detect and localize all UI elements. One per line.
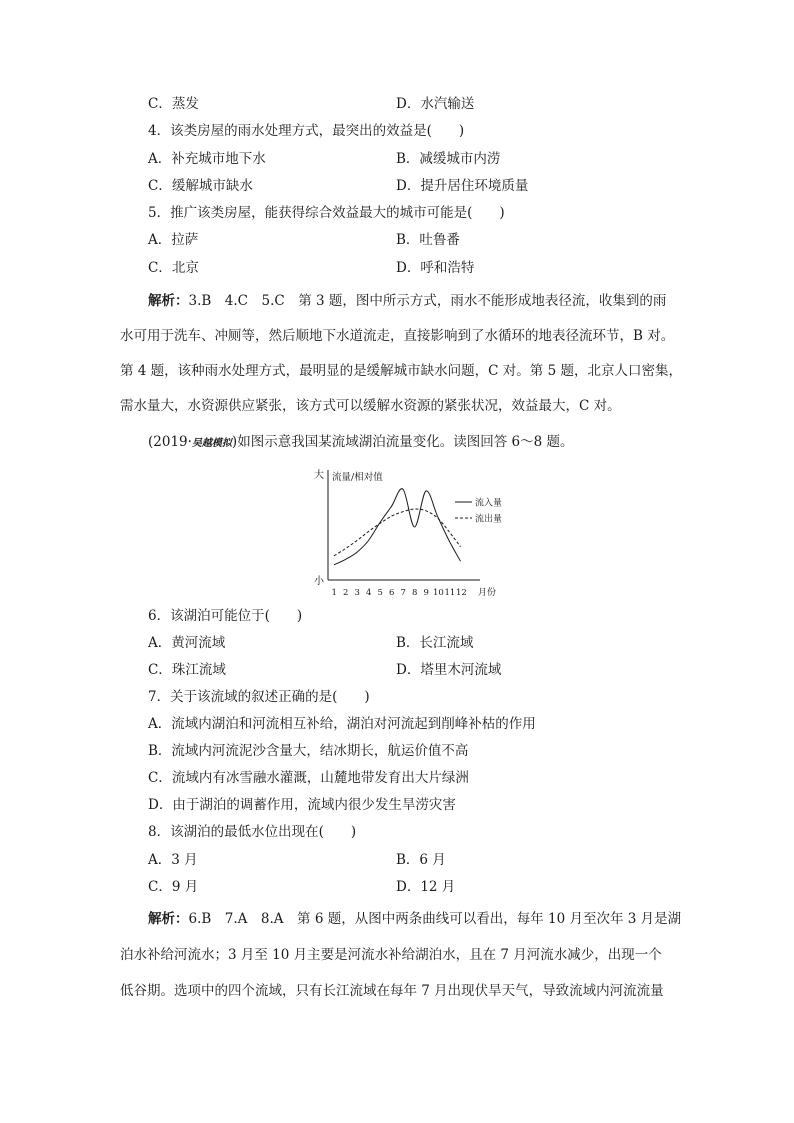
intro-text: )如图示意我国某流域湖泊流量变化。读图回答 6～8 题。 — [231, 434, 574, 450]
q8-option-d: D．12 月 — [396, 879, 456, 895]
series-line-1 — [334, 489, 461, 565]
analysis-1-line-2: 水可用于洗车、冲厕等，然后顺地下水道流走，直接影响到了水循环的地表径流环节，B 对。 — [120, 328, 675, 344]
q6-option-a: A．黄河流域 — [148, 635, 226, 651]
analysis-label: 解析： — [148, 911, 189, 927]
q4-option-b: B．减缓城市内涝 — [396, 151, 501, 167]
q5-stem: 5．推广该类房屋，能获得综合效益最大的城市可能是( ) — [148, 205, 505, 221]
q8-option-c: C．9 月 — [148, 879, 199, 895]
analysis-1-line-1 — [148, 292, 666, 310]
intro-year: (2019· — [148, 434, 192, 450]
series-line-2 — [334, 509, 461, 556]
legend-label: 流出量 — [475, 514, 503, 525]
q4-option-d: D．提升居住环境质量 — [396, 178, 529, 194]
q6-option-b: B．长江流域 — [396, 635, 474, 651]
analysis-text: 6.B 7.A 8.A 第 6 题，从图中两条曲线可以看出，每年 10 月至次年 3 月是湖 — [188, 911, 682, 927]
x-tick-label: 9 — [423, 588, 429, 598]
legend-label: 流入量 — [475, 498, 503, 509]
q6-option-d: D．塔里木河流域 — [396, 662, 502, 678]
q7-option-c: C．流域内有冰雪融水灌溉，山麓地带发育出大片绿洲 — [148, 770, 469, 786]
x-tick-label: 11 — [444, 588, 456, 598]
q5-option-a: A．拉萨 — [148, 232, 199, 248]
chart-title: 流量/相对值 — [332, 472, 383, 483]
q5-option-b: B．吐鲁番 — [396, 232, 460, 248]
q3-option-c: C．蒸发 — [148, 96, 199, 112]
q4-option-a: A．补充城市地下水 — [148, 151, 266, 167]
x-tick-label: 10 — [433, 588, 444, 598]
q7-option-d: D．由于湖泊的调蓄作用，流域内很少发生旱涝灾害 — [148, 797, 456, 813]
y-bottom-label: 小 — [314, 576, 324, 587]
intro-source: 吴越模拟 — [191, 438, 232, 449]
q8-option-a: A．3 月 — [148, 852, 198, 868]
x-tick-label: 4 — [366, 588, 372, 598]
analysis-2-line-2: 泊水补给河流水；3 月至 10 月主要是河流水补给湖泊水，且在 7 月河流水减少，出现一个 — [120, 947, 662, 963]
x-tick-label: 5 — [377, 588, 383, 598]
analysis-2-line-3: 低谷期。选项中的四个流域，只有长江流域在每年 7 月出现伏旱天气，导致流域内河流流量 — [120, 983, 664, 999]
question-intro — [148, 433, 573, 453]
q6-option-c: C．珠江流域 — [148, 662, 226, 678]
x-tick-label: 3 — [354, 588, 360, 598]
q6-stem: 6．该湖泊可能位于( ) — [148, 608, 303, 624]
q8-option-b: B．6 月 — [396, 852, 446, 868]
analysis-text: 3.B 4.C 5.C 第 3 题，图中所示方式，雨水不能形成地表径流，收集到的雨 — [188, 293, 667, 309]
x-tick-label: 12 — [456, 588, 467, 598]
analysis-2-line-1 — [148, 910, 681, 928]
q5-option-c: C．北京 — [148, 260, 199, 276]
q8-stem: 8．该湖泊的最低水位出现在( ) — [148, 824, 357, 840]
x-tick-label: 2 — [343, 588, 349, 598]
x-tick-label: 1 — [331, 588, 337, 598]
x-tick-label: 7 — [400, 588, 406, 598]
q4-option-c: C．缓解城市缺水 — [148, 178, 253, 194]
analysis-label: 解析： — [148, 293, 189, 309]
x-tick-label: 6 — [389, 588, 395, 598]
q4-stem: 4．该类房屋的雨水处理方式，最突出的效益是( ) — [148, 123, 465, 139]
lake-flow-chart — [300, 462, 510, 602]
q7-option-a: A．流域内湖泊和河流相互补给，湖泊对河流起到削峰补枯的作用 — [148, 716, 536, 732]
analysis-1-line-4: 需水量大，水资源供应紧张，该方式可以缓解水资源的紧张状况，效益最大，C 对。 — [120, 398, 621, 414]
q7-option-b: B．流域内河流泥沙含量大，结冰期长，航运价值不高 — [148, 743, 469, 759]
q3-option-d: D．水汽输送 — [396, 96, 475, 112]
analysis-1-line-3: 第 4 题，该种雨水处理方式，最明显的是缓解城市缺水问题，C 对。第 5 题，北京人口密集， — [120, 363, 682, 379]
y-top-label: 大 — [314, 470, 324, 481]
x-axis-label: 月份 — [478, 588, 497, 598]
q7-stem: 7．关于该流域的叙述正确的是( ) — [148, 689, 370, 705]
q5-option-d: D．呼和浩特 — [396, 260, 475, 276]
x-tick-label: 8 — [412, 588, 418, 598]
